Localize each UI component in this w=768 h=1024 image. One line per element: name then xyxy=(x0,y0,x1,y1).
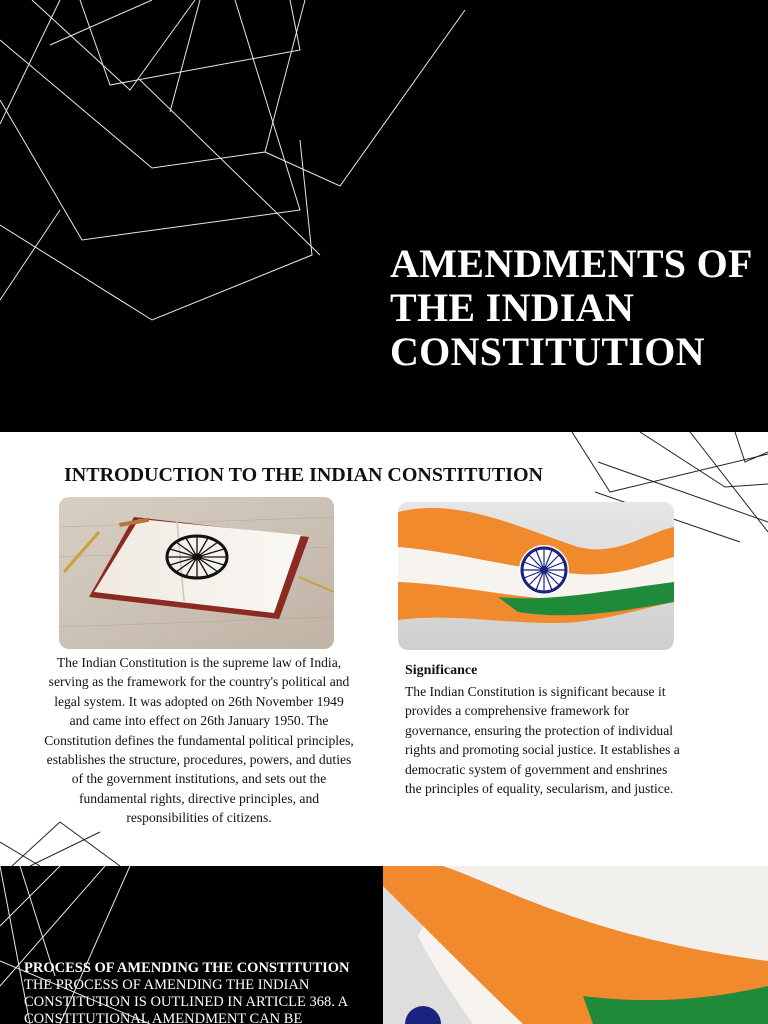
constitution-book-image xyxy=(59,497,334,649)
indian-flag-image xyxy=(383,866,768,1024)
indian-flag-image xyxy=(398,502,674,650)
process-heading: PROCESS OF AMENDING THE CONSTITUTION xyxy=(24,960,350,976)
significance-heading: Significance xyxy=(405,663,478,678)
process-paragraph: THE PROCESS OF AMENDING THE INDIAN CONSTITUTION IS OUTLINED IN ARTICLE 368. A CONSTITUTIONAL AMENDMENT CAN BE xyxy=(24,977,348,1024)
process-slide xyxy=(0,866,768,1024)
presentation-title: AMENDMENTS OF THE INDIAN CONSTITUTION xyxy=(390,241,752,374)
introduction-paragraph: The Indian Constitution is the supreme law of India, serving as the framework for the country's political and legal system. It was adopted on 26th November 1949 and came into effect on 26th January 1950. The Constitution defines the fundamental political principles, establishes the structure, procedures, powers, and duties of the government institutions, and sets out the fundamental rights, directive principles, and responsibilities of citizens. xyxy=(44,655,354,826)
section-heading: INTRODUCTION TO THE INDIAN CONSTITUTION xyxy=(64,464,544,486)
title-slide xyxy=(0,0,768,432)
introduction-slide xyxy=(0,432,768,866)
significance-paragraph: The Indian Constitution is significant because it provides a comprehensive framework for governance, ensuring the protection of individual rights and promoting social justice. It establishes a democratic system of government and enshrines the principles of equality, secularism, and justice. xyxy=(405,684,680,797)
